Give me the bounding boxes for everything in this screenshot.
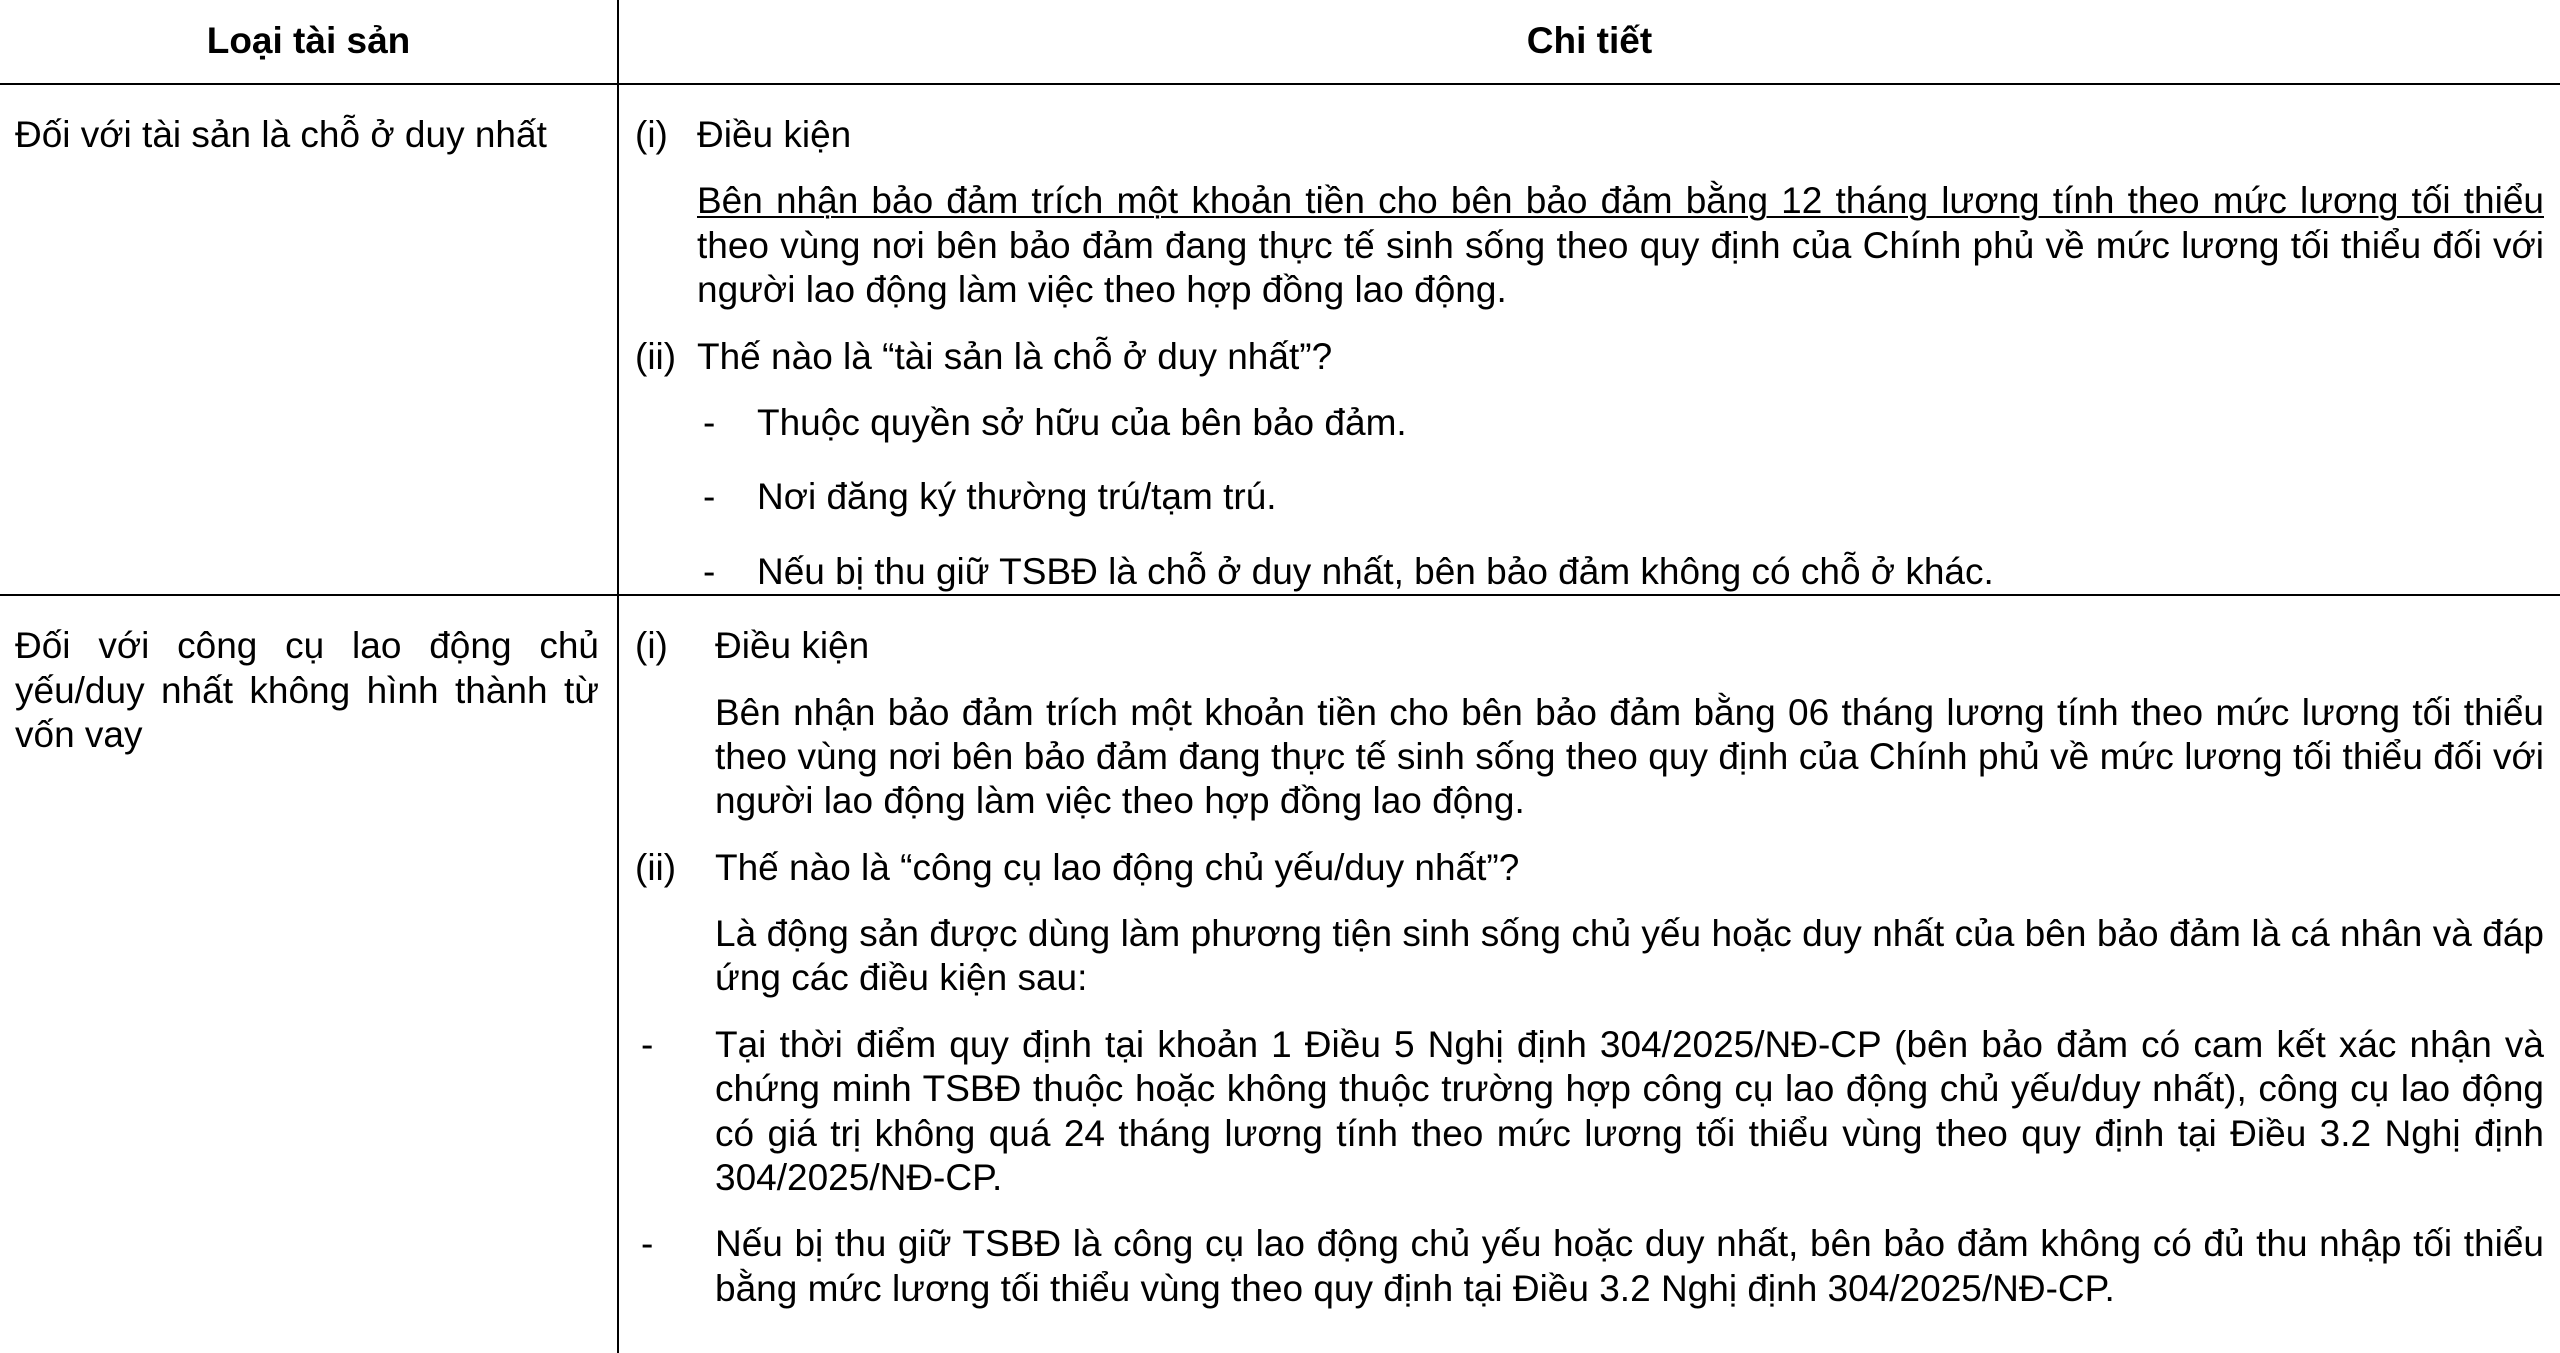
criteria-list <box>635 1023 2544 1311</box>
bullet-dash: - <box>703 476 716 518</box>
asset-type-label: Đối với công cụ lao động chủ yếu/duy nhất không hình thành từ vốn vay <box>15 625 599 755</box>
list-item-text: Nơi đăng ký thường trú/tạm trú. <box>757 476 1277 518</box>
criteria-list <box>697 401 2544 594</box>
section-heading: Thế nào là “tài sản là chỗ ở duy nhất”? <box>697 335 1333 377</box>
underlined-text: Bên nhận bảo đảm trích một khoản tiền cho bên bảo đảm bằng 12 tháng lương tính theo mức lương tối thiểu <box>697 180 2544 222</box>
list-item-text: Tại thời điểm quy định tại khoản 1 Điều 5 Nghị định 304/2025/NĐ-CP (bên bảo đảm có cam kết xác nhận và chứng minh TSBĐ thuộc hoặc không thuộc trường hợp công cụ lao động chủ yếu/duy nhất), công cụ lao động có giá trị không quá 24 tháng lương tính theo mức lương tối thiểu vùng theo quy định tại Điều 3.2 Nghị định 304/2025/NĐ-CP. <box>715 1023 2544 1199</box>
definition-paragraph: Là động sản được dùng làm phương tiện sinh sống chủ yếu hoặc duy nhất của bên bảo đảm là cá nhân và đáp ứng các điều kiện sau: <box>715 913 2544 999</box>
section-number: (ii) <box>635 335 677 377</box>
table-row <box>0 84 2560 595</box>
list-item-text: Nếu bị thu giữ TSBĐ là công cụ lao động chủ yếu hoặc duy nhất, bên bảo đảm không có đủ thu nhập tối thiểu bằng mức lương tối thiểu vùng theo quy định tại Điều 3.2 Nghị định 304/2025/NĐ-CP. <box>715 1223 2544 1309</box>
asset-type-cell <box>0 595 618 1353</box>
section-heading: Điều kiện <box>715 625 870 667</box>
details-cell <box>618 595 2560 1353</box>
list-item <box>635 1023 2544 1201</box>
list-item <box>697 401 2544 445</box>
asset-type-cell <box>0 84 618 595</box>
section-heading: Điều kiện <box>697 114 852 155</box>
paragraph-text: theo vùng nơi bên bảo đảm đang thực tế sinh sống theo quy định của Chính phủ về mức lương tối thiểu đối với người lao động làm việc theo hợp đồng lao động. <box>697 224 2544 311</box>
list-item <box>697 550 2544 594</box>
table-row <box>0 595 2560 1353</box>
section-number: (i) <box>635 114 668 155</box>
bullet-dash: - <box>703 550 716 592</box>
section-number: (i) <box>635 625 668 667</box>
list-item-text: Thuộc quyền sở hữu của bên bảo đảm. <box>757 401 1407 443</box>
bullet-dash: - <box>641 1223 654 1265</box>
asset-type-label: Đối với tài sản là chỗ ở duy nhất <box>15 114 547 155</box>
table-header-row <box>0 0 2560 84</box>
section-heading: Thế nào là “công cụ lao động chủ yếu/duy nhất”? <box>715 846 1520 888</box>
conditions-paragraph: Bên nhận bảo đảm trích một khoản tiền cho bên bảo đảm bằng 06 tháng lương tính theo mức lương tối thiểu theo vùng nơi bên bảo đảm đang thực tế sinh sống theo quy định của Chính phủ về mức lương tối thiểu đối với người lao động làm việc theo hợp đồng lao động. <box>715 691 2544 822</box>
conditions-paragraph <box>697 179 2544 312</box>
list-item <box>635 1222 2544 1311</box>
bullet-dash: - <box>703 401 716 443</box>
header-asset-type: Loại tài sản <box>0 0 618 84</box>
header-details: Chi tiết <box>618 0 2560 84</box>
section-number: (ii) <box>635 846 677 888</box>
section-conditions <box>635 113 2544 157</box>
section-conditions <box>635 624 2544 668</box>
section-definition <box>635 335 2544 379</box>
section-definition <box>635 846 2544 890</box>
details-cell <box>618 84 2560 595</box>
list-item-text: Nếu bị thu giữ TSBĐ là chỗ ở duy nhất, bên bảo đảm không có chỗ ở khác. <box>757 550 1994 592</box>
list-item <box>697 475 2544 519</box>
bullet-dash: - <box>641 1023 654 1065</box>
